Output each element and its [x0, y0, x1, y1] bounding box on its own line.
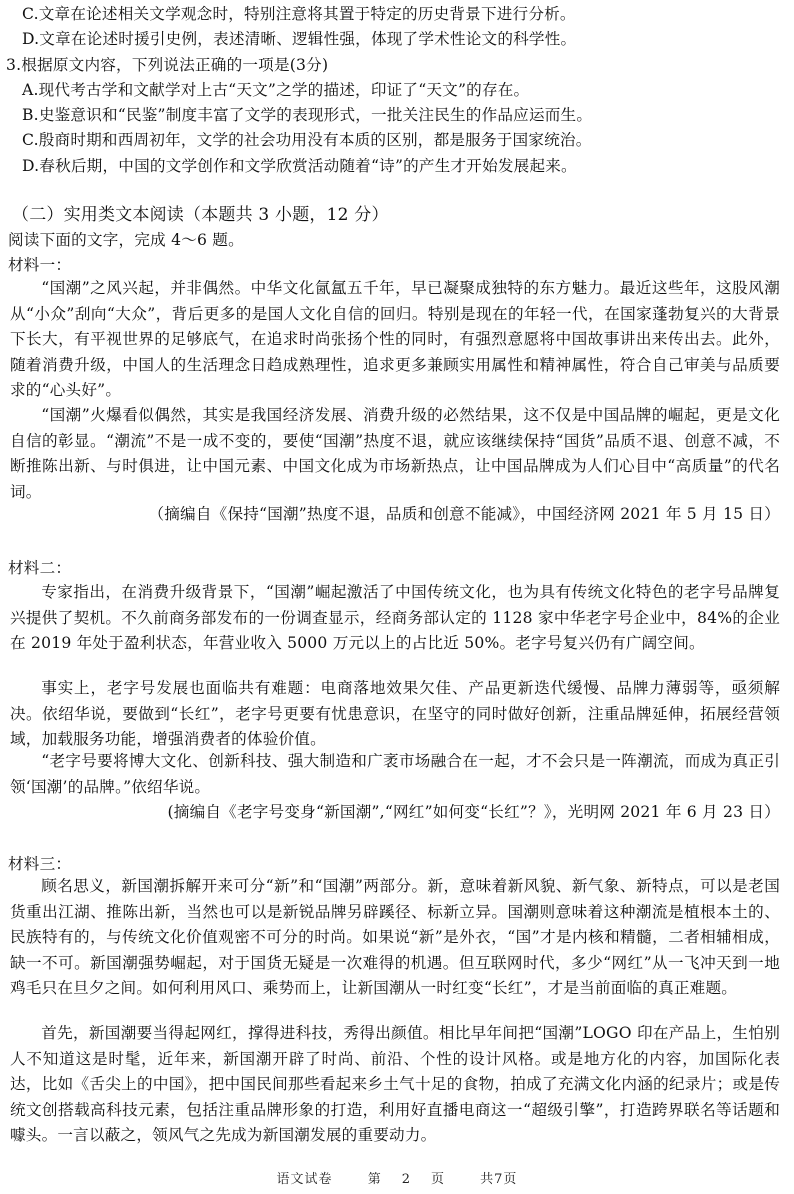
page-footer: [0, 1168, 794, 1187]
q3-option-d: D.春秋后期，中国的文学创作和文学欣赏活动随着“诗”的产生才开始发展起来。: [22, 157, 577, 175]
material3-paragraph-1: 顾名思义，新国潮拆解开来可分“新”和“国潮”两部分。新，意味着新风貌、新气象、新特点，可以是老国货重出江湖、推陈出新，当然也可以是新锐品牌另辟蹊径、标新立异。国潮则意味着这种潮流是植根本土的、民族特有的，与传统文化价值观密不可分的时尚。如果说“新”是外衣，“国”才是内核和精髓，二者相辅相成，缺一不可。新国潮强势崛起，对于国货无疑是一次难得的机遇。但互联网时代，多少“网红”从一飞冲天到一地鸡毛只在旦夕之间。如何利用风口、乘势而上，让新国潮从一时红变“长红”，才是当前面临的真正难题。: [10, 877, 780, 998]
footer-page: [358, 1172, 455, 1187]
q3-option-b: B.史鉴意识和“民鉴”制度丰富了文学的表现形式，一批关注民生的作品应运而生。: [22, 106, 593, 124]
material2-paragraph-2: 事实上，老字号发展也面临共有难题：电商落地效果欠佳、产品更新迭代缓慢、品牌力薄弱等，亟须解决。依绍华说，要做到“长红”，老字号更要有忧患意识，在坚守的同时做好创新，注重品牌延伸，拓展经营领域，加载服务功能，增强消费者的体验价值。: [10, 679, 780, 749]
material3-paragraph-2: 首先，新国潮要当得起网红，撑得进科技，秀得出颜值。相比早年间把“国潮”LOGO 印在产品上，生怕别人不知道这是时髦，近年来，新国潮开辟了时尚、前沿、个性的设计风格。或是地方化的内容，加国际化表达，比如《舌尖上的中国》，把中国民间那些看起来乡土气十足的食物，拍成了充满文化内涵的纪录片；或是传统文创搭载高科技元素，包括注重品牌形象的打造，利用好直播电商这一“超级引擎”，打造跨界联名等话题和噱头。一言以蔽之，领风气之先成为新国潮发展的重要动力。: [10, 1024, 780, 1145]
material1-source: （摘编自《保持“国潮”热度不退，品质和创意不能减》，中国经济网 2021 年 5 月 15 日）: [148, 505, 780, 523]
q2-option-c: C.文章在论述相关文学观念时，特别注意将其置于特定的历史背景下进行分析。: [22, 5, 576, 23]
material1-paragraph-1: “国潮”之风兴起，并非偶然。中华文化氤氲五千年，早已凝聚成独特的东方魅力。最近这些年，这股风潮从“小众”刮向“大众”，背后更多的是国人文化自信的回归。特别是现在的年轻一代，在国家蓬勃复兴的大背景下长大，有平视世界的足够底气，在追求时尚张扬个性的同时，有强烈意愿将中国故事讲出来传出去。此外，随着消费升级，中国人的生活理念日趋成熟理性，追求更多兼顾实用属性和精神属性，符合自己审美与品质要求的“心头好”。: [10, 279, 780, 400]
q3-stem: 3.根据原文内容，下列说法正确的一项是(3分): [6, 56, 329, 74]
q2-option-d: D.文章在论述时援引史例，表述清晰、逻辑性强，体现了学术性论文的科学性。: [22, 30, 577, 48]
material2-source: (摘编自《老字号变身“新国潮”,“网红”如何变“长红”？》，光明网 2021 年 6 月 23 日）: [167, 803, 780, 821]
material3-label: 材料三：: [8, 855, 72, 873]
footer-page-prefix: 第: [367, 1172, 382, 1187]
material2-paragraph-1: 专家指出，在消费升级背景下，“国潮”崛起激活了中国传统文化，也为具有传统文化特色的老字号品牌复兴提供了契机。不久前商务部发布的一份调查显示，经商务部认定的 1128 家中华老字号企业中，84%的企业在 2019 年处于盈利状态，年营业收入 5000 万元以上的占比近 50%。老字号复兴仍有广阔空间。: [10, 583, 780, 653]
section-instruction: 阅读下面的文字，完成 4～6 题。: [8, 231, 244, 249]
material2-paragraph-3: “老字号要将博大文化、创新科技、强大制造和广袤市场融合在一起，才不会只是一阵潮流，而成为真正引领‘国潮’的品牌。”依绍华说。: [10, 752, 780, 796]
q3-option-a: A.现代考古学和文献学对上古“天文”之学的描述，印证了“天文”的存在。: [22, 81, 530, 99]
material2-label: 材料二：: [8, 559, 72, 577]
q3-option-c: C.殷商时期和西周初年，文学的社会功用没有本质的区别，都是服务于国家统治。: [22, 131, 592, 149]
footer-page-number: 2: [401, 1172, 411, 1187]
material1-paragraph-2: “国潮”火爆看似偶然，其实是我国经济发展、消费升级的必然结果，这不仅是中国品牌的崛起，更是文化自信的彰显。“潮流”不是一成不变的，要使“国潮”热度不退，就应该继续保持“国货”品质不退、创意不减，不断推陈出新、与时俱进，让中国元素、中国文化成为市场新热点，让中国品牌成为人们心目中“高质量”的代名词。: [10, 406, 780, 501]
footer-total-pages: 共7页: [480, 1172, 518, 1187]
section-title: （二）实用类文本阅读（本题共 3 小题，12 分）: [12, 205, 389, 225]
material1-label: 材料一：: [8, 256, 72, 274]
footer-page-suffix: 页: [431, 1172, 446, 1187]
footer-subject: 语文试卷: [276, 1172, 333, 1187]
